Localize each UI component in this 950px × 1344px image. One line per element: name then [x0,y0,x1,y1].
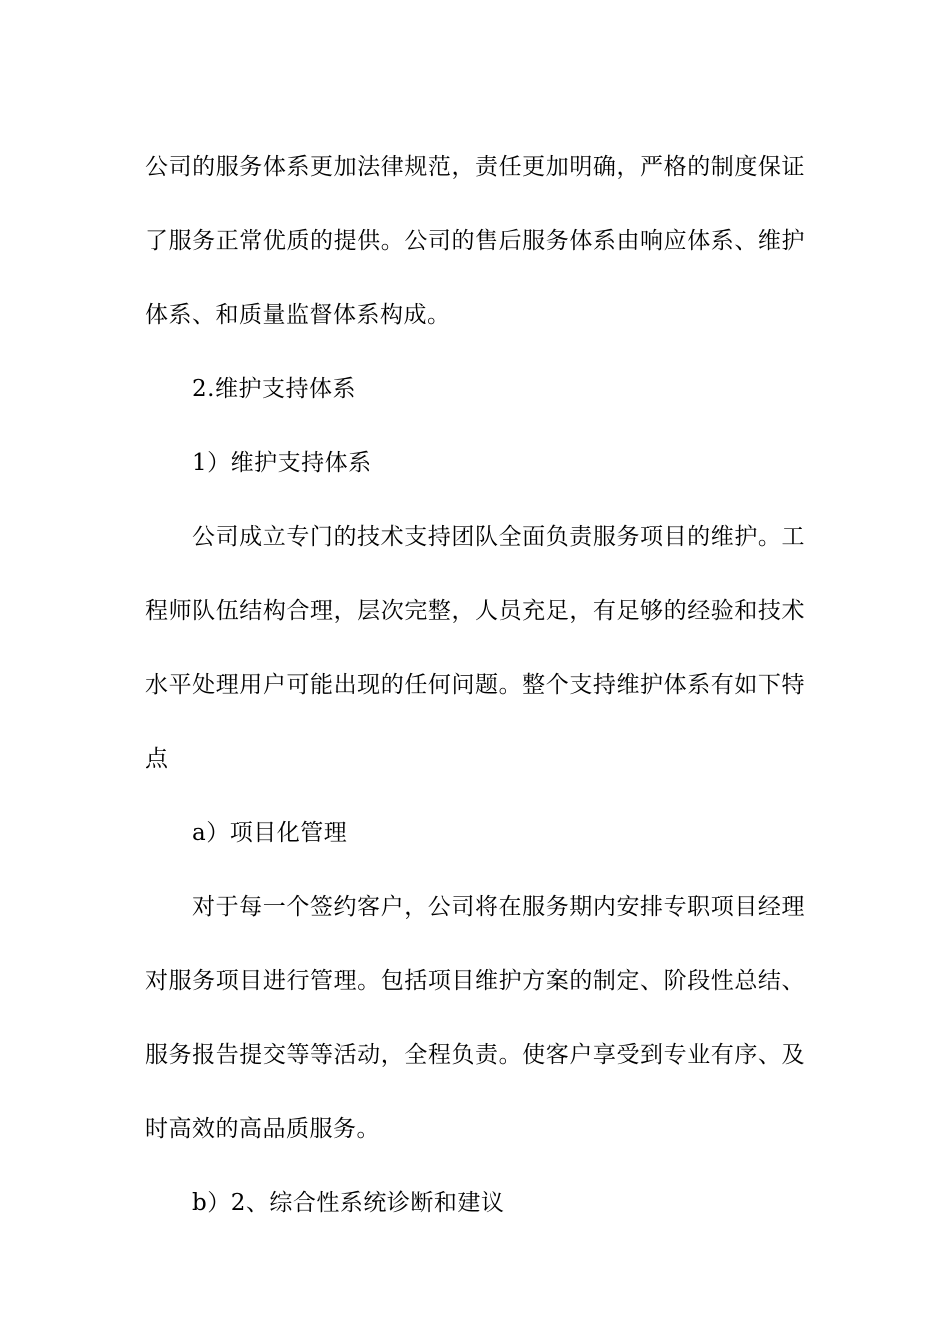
paragraph-project-management: 对于每一个签约客户，公司将在服务期内安排专职项目经理对服务项目进行管理。包括项目维护方案的制定、阶段性总结、服务报告提交等等活动，全程负责。使客户享受到专业有序、及时高效的高品质服务。 [145,894,805,1142]
document-body [145,130,805,1240]
paragraph-intro: 公司的服务体系更加法律规范，责任更加明确，严格的制度保证了服务正常优质的提供。公司的售后服务体系由响应体系、维护体系、和质量监督体系构成。 [145,154,805,328]
item-heading-project-management: a）项目化管理 [192,820,348,846]
section-heading-maintenance-support-system: 2.维护支持体系 [192,376,356,402]
paragraph-support-team: 公司成立专门的技术支持团队全面负责服务项目的维护。工程师队伍结构合理，层次完整，人员充足，有足够的经验和技术水平处理用户可能出现的任何问题。整个支持维护体系有如下特点 [145,524,805,772]
item-heading-system-diagnosis: b）2、综合性系统诊断和建议 [192,1190,505,1216]
subsection-heading-maintenance-support-system: 1）维护支持体系 [192,450,372,476]
